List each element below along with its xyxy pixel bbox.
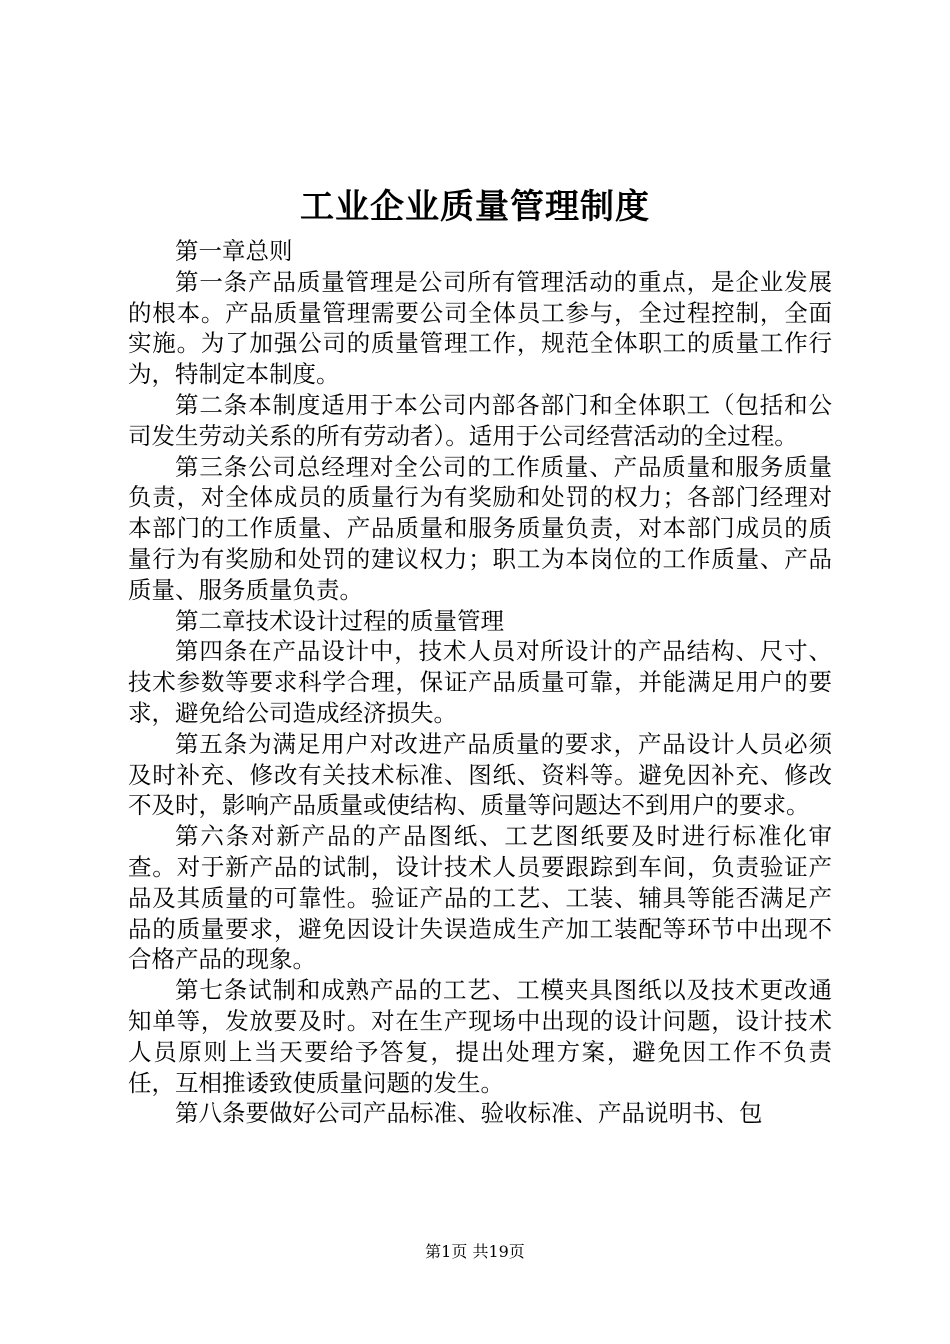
article-paragraph: 第二条本制度适用于本公司内部各部门和全体职工（包括和公司发生劳动关系的所有劳动者）。适用于公司经营活动的全过程。: [128, 390, 832, 450]
page-number-footer: 第1页 共19页: [425, 1242, 525, 1261]
document-body: [128, 236, 832, 1129]
article-paragraph: 第四条在产品设计中，技术人员对所设计的产品结构、尺寸、技术参数等要求科学合理，保证产品质量可靠，并能满足用户的要求，避免给公司造成经济损失。: [128, 637, 832, 727]
article-paragraph: 第七条试制和成熟产品的工艺、工模夹具图纸以及技术更改通知单等，发放要及时。对在生产现场中出现的设计问题，设计技术人员原则上当天要给予答复，提出处理方案，避免因工作不负责任，互相推诿致使质量问题的发生。: [128, 976, 832, 1097]
document-title: 工业企业质量管理制度: [300, 187, 650, 227]
chapter-heading: 第一章总则: [175, 237, 293, 265]
chapter-heading: 第二章技术设计过程的质量管理: [175, 606, 504, 635]
article-paragraph: 第八条要做好公司产品标准、验收标准、产品说明书、包: [175, 1099, 763, 1128]
article-paragraph: 第六条对新产品的产品图纸、工艺图纸要及时进行标准化审查。对于新产品的试制，设计技术人员要跟踪到车间，负责验证产品及其质量的可靠性。验证产品的工艺、工装、辅具等能否满足产品的质量要求，避免因设计失误造成生产加工装配等环节中出现不合格产品的现象。: [128, 822, 832, 974]
article-paragraph: 第三条公司总经理对全公司的工作质量、产品质量和服务质量负责，对全体成员的质量行为有奖励和处罚的权力；各部门经理对本部门的工作质量、产品质量和服务质量负责，对本部门成员的质量行为有奖励和处罚的建议权力；职工为本岗位的工作质量、产品质量、服务质量负责。: [128, 452, 832, 604]
article-paragraph: 第一条产品质量管理是公司所有管理活动的重点，是企业发展的根本。产品质量管理需要公司全体员工参与，全过程控制，全面实施。为了加强公司的质量管理工作，规范全体职工的质量工作行为，特制定本制度。: [128, 267, 832, 389]
article-paragraph: 第五条为满足用户对改进产品质量的要求，产品设计人员必须及时补充、修改有关技术标准、图纸、资料等。避免因补充、修改不及时，影响产品质量或使结构、质量等问题达不到用户的要求。: [128, 729, 832, 820]
